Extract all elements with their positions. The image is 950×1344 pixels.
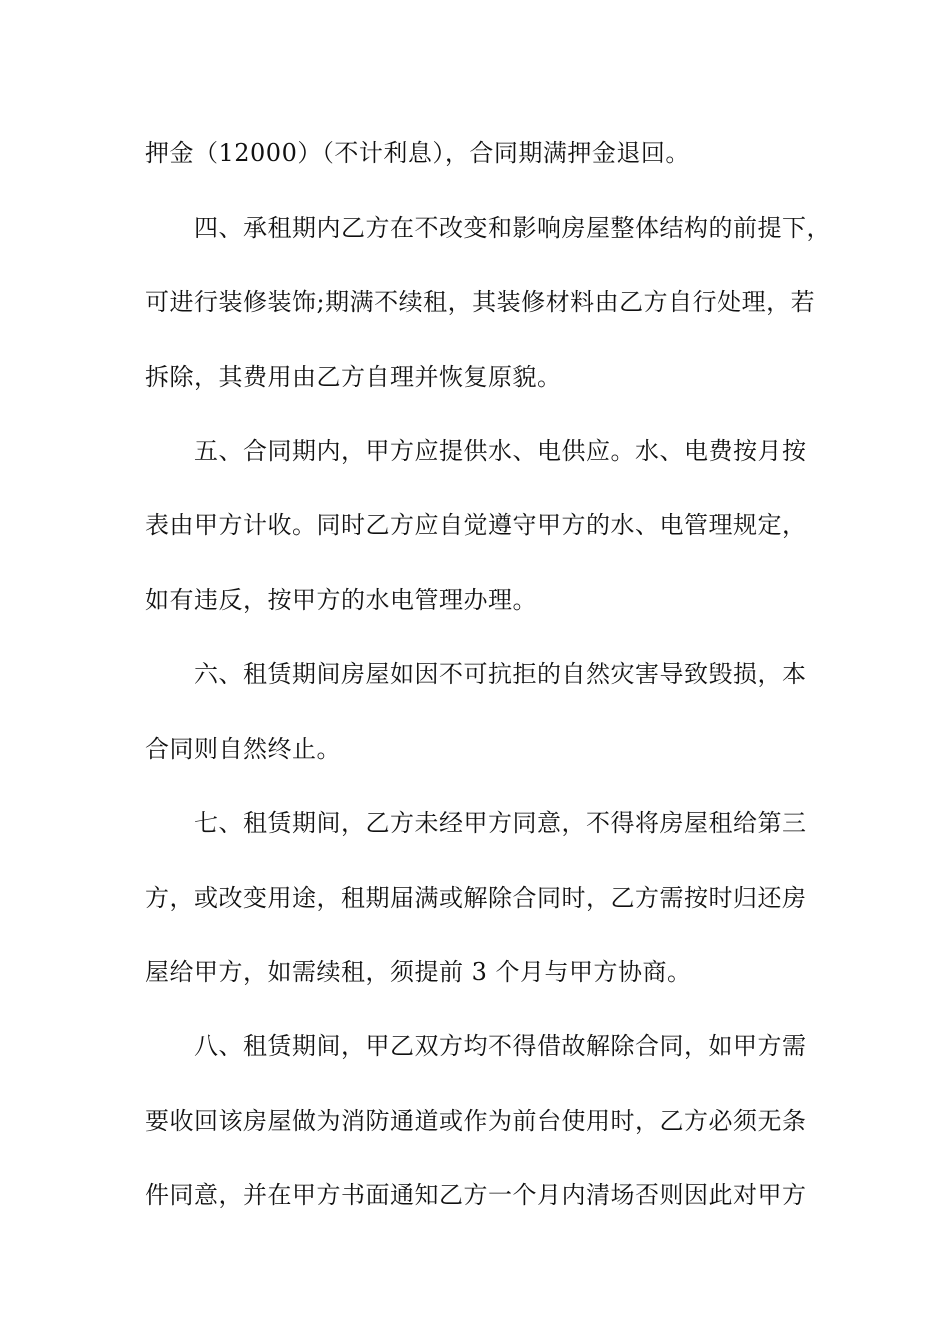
clause-7-line-1: 七、租赁期间，乙方未经甲方同意，不得将房屋租给第三 (194, 809, 807, 837)
clause-5-line-2: 表由甲方计收。同时乙方应自觉遵守甲方的水、电管理规定， (145, 511, 807, 539)
clause-8-line-2: 要收回该房屋做为消防通道或作为前台使用时，乙方必须无条 (145, 1107, 807, 1135)
clause-5-line-3: 如有违反，按甲方的水电管理办理。 (145, 586, 537, 614)
clause-8-line-1: 八、租赁期间，甲乙双方均不得借故解除合同，如甲方需 (194, 1032, 807, 1060)
clause-7-line-3: 屋给甲方，如需续租，须提前 3 个月与甲方协商。 (145, 958, 692, 986)
clause-6-line-1: 六、租赁期间房屋如因不可抗拒的自然灾害导致毁损，本 (194, 660, 807, 688)
clause-4-line-3: 拆除，其费用由乙方自理并恢复原貌。 (145, 363, 562, 391)
text-line-deposit: 押金（12000）（不计利息），合同期满押金退回。 (145, 139, 690, 167)
clause-4-line-2: 可进行装修装饰;期满不续租，其装修材料由乙方自行处理，若 (145, 288, 816, 316)
clause-5-line-1: 五、合同期内，甲方应提供水、电供应。水、电费按月按 (194, 437, 807, 465)
clause-7-line-2: 方，或改变用途，租期届满或解除合同时，乙方需按时归还房 (145, 884, 807, 912)
clause-8-line-3: 件同意，并在甲方书面通知乙方一个月内清场否则因此对甲方 (145, 1181, 807, 1209)
clause-4-line-1: 四、承租期内乙方在不改变和影响房屋整体结构的前提下， (194, 214, 831, 242)
clause-6-line-2: 合同则自然终止。 (145, 735, 341, 763)
